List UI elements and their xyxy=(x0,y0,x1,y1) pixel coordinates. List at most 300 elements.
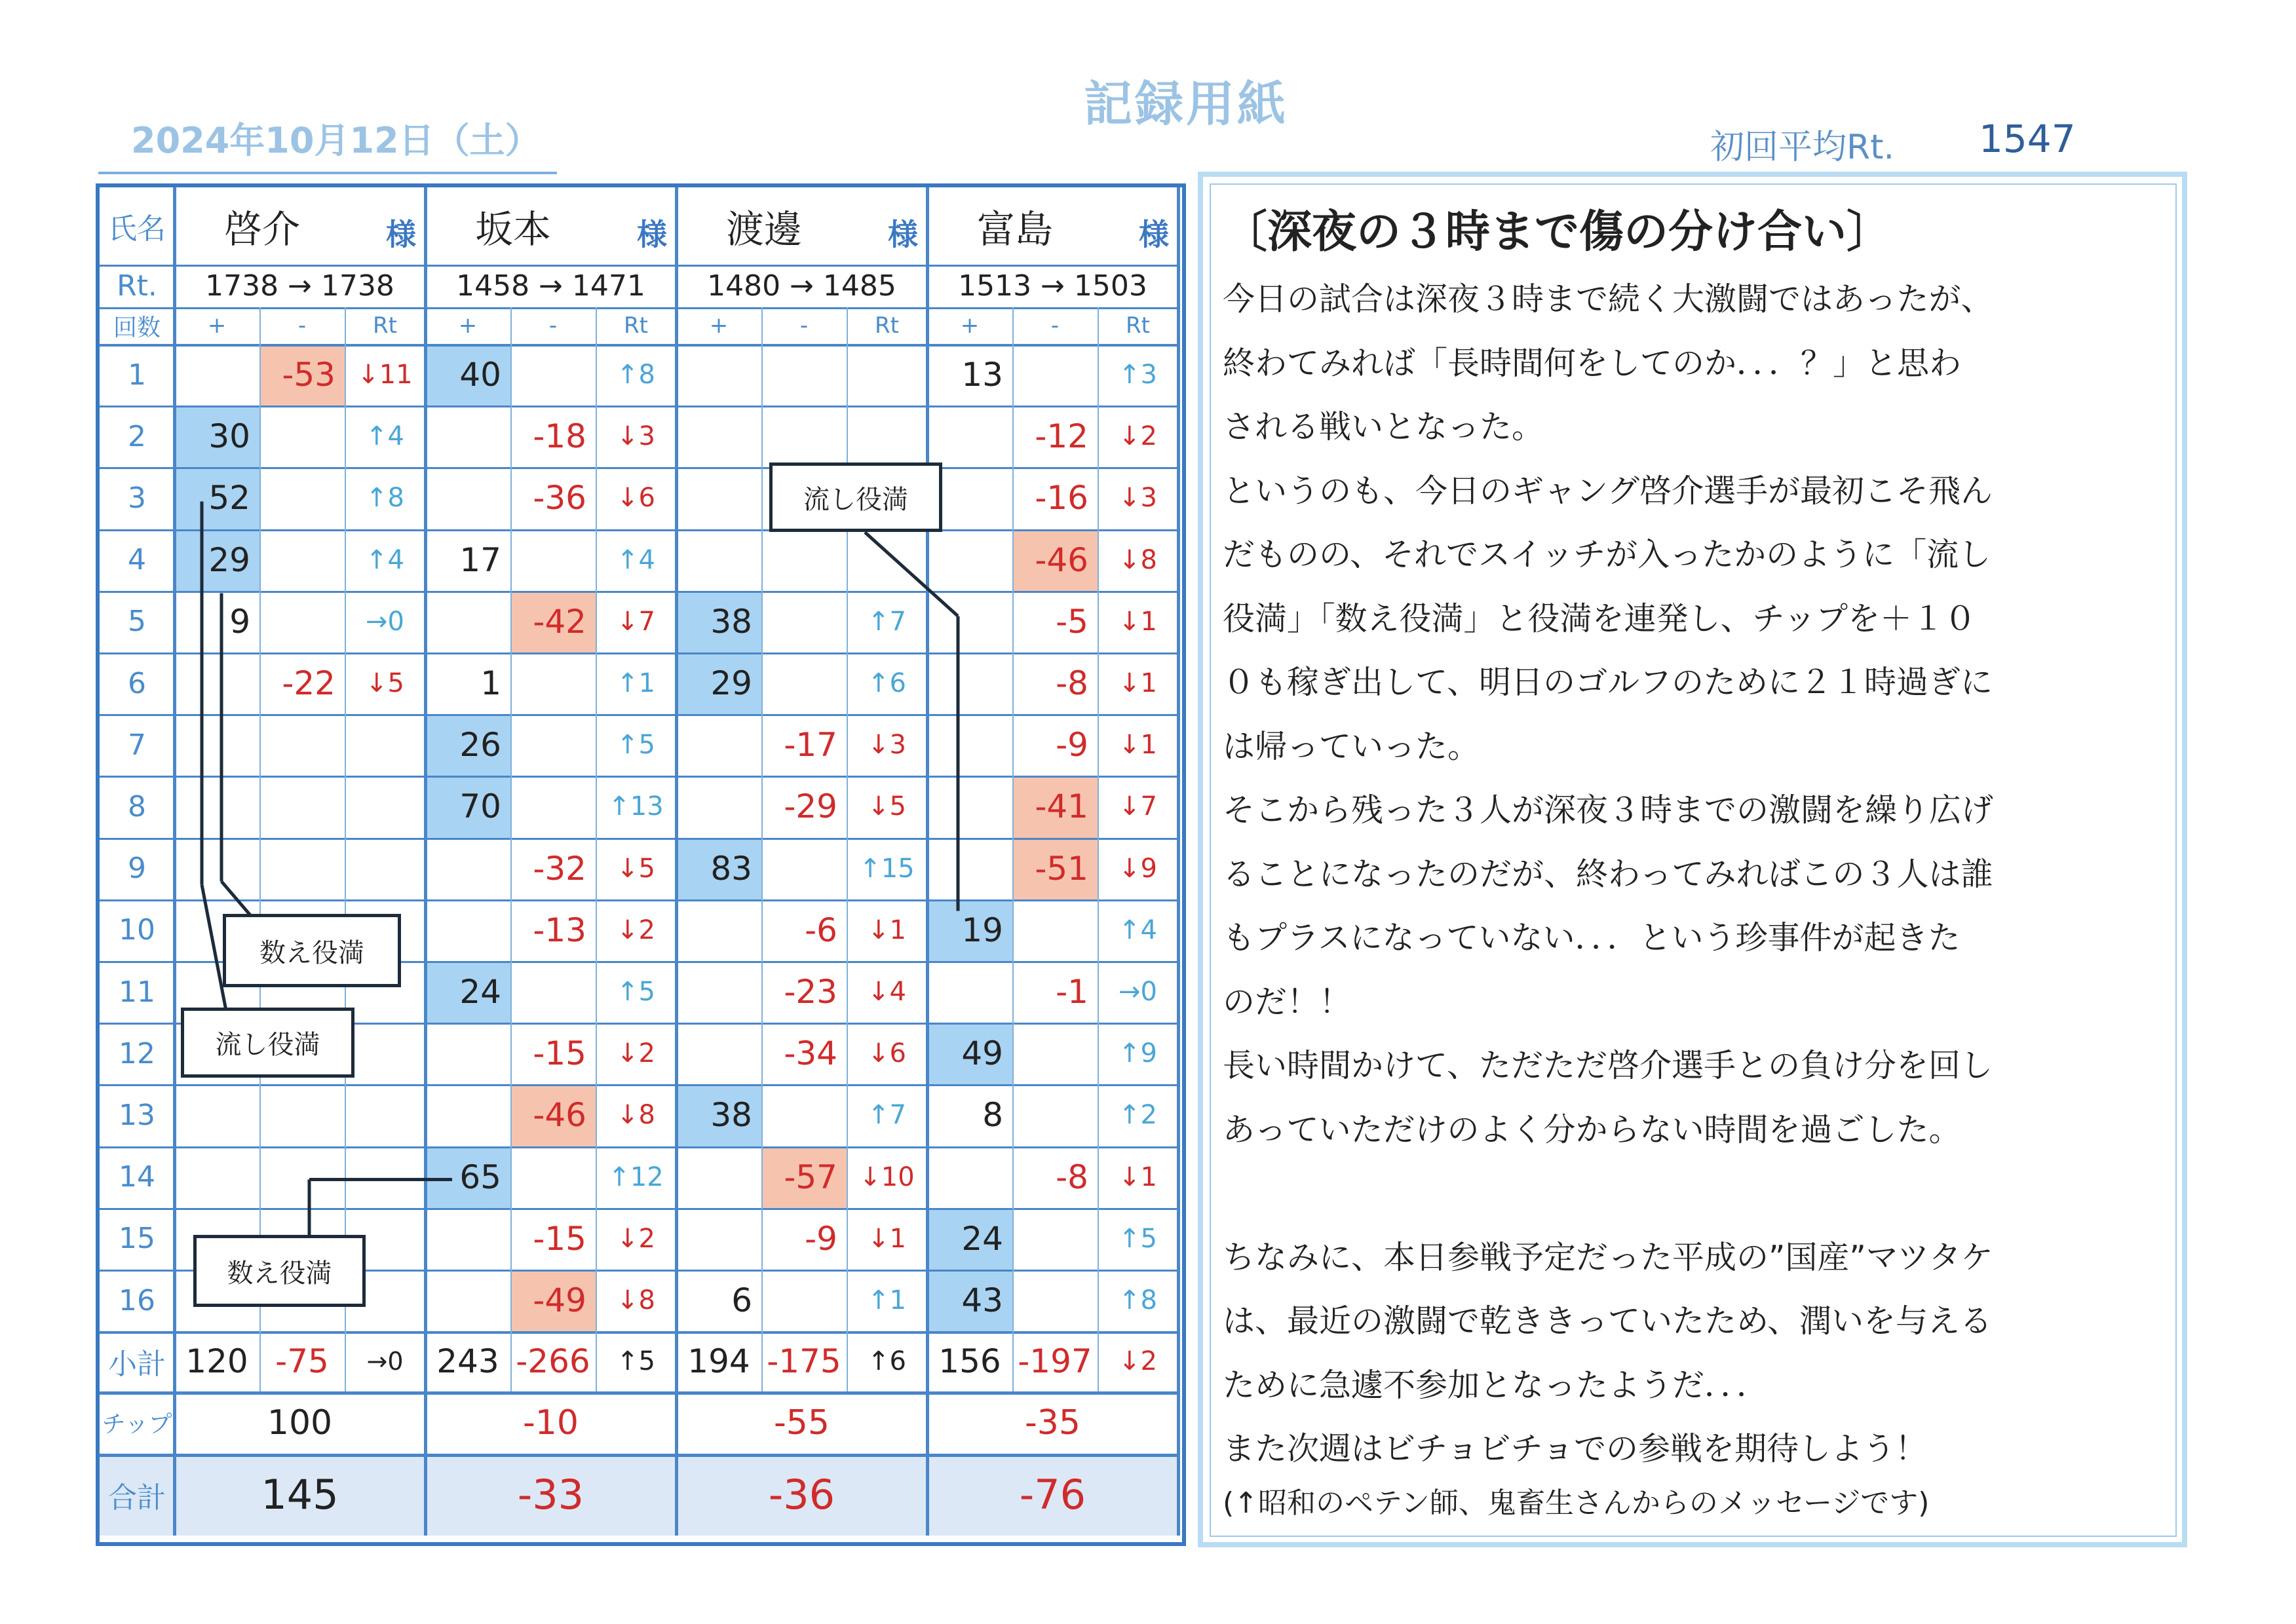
callout-leader-line xyxy=(308,1180,311,1239)
grid-line-v xyxy=(173,187,176,1536)
score-plus xyxy=(425,838,510,899)
score-minus: -34 xyxy=(784,1034,837,1073)
player-rating-change: 1458 → 1471 xyxy=(456,269,645,303)
grid-line-h xyxy=(100,1331,1178,1334)
article-line: 長い時間かけて、ただただ啓介選手との負け分を回し xyxy=(1223,1047,1993,1084)
player-name: 坂本 様 xyxy=(425,187,676,265)
grid-line-h xyxy=(100,591,1178,593)
score-minus: -57 xyxy=(784,1158,837,1196)
score-plus xyxy=(927,529,1012,591)
score-plus: 83 xyxy=(710,849,752,888)
subtotal-minus: -75 xyxy=(275,1342,329,1381)
subtotal-plus: 194 xyxy=(687,1342,750,1381)
grid-line-v-thin xyxy=(761,307,763,1391)
score-minus: -6 xyxy=(805,911,837,949)
honorific-suffix: 様 xyxy=(637,217,667,252)
score-minus xyxy=(259,838,345,899)
score-minus xyxy=(259,1084,345,1146)
round-number: 14 xyxy=(119,1160,155,1194)
score-plus xyxy=(425,591,510,652)
score-plus xyxy=(676,1146,761,1208)
rating-delta: ↓8 xyxy=(617,1100,655,1131)
score-minus xyxy=(1012,1208,1098,1270)
score-plus: 8 xyxy=(982,1096,1003,1135)
score-plus xyxy=(676,961,761,1023)
rating-delta: ↑9 xyxy=(1119,1038,1157,1069)
rating-delta: ↓1 xyxy=(1119,730,1157,761)
rating-delta: ↓7 xyxy=(1119,791,1157,822)
round-number: 1 xyxy=(128,358,146,392)
score-minus: -12 xyxy=(1035,417,1088,456)
rating-delta: ↑8 xyxy=(617,360,655,390)
score-plus xyxy=(425,406,510,467)
rating-delta: ↑3 xyxy=(1119,360,1157,390)
rating-delta: ↑6 xyxy=(868,668,906,699)
col-header-rt: Rt xyxy=(1126,312,1150,339)
score-plus: 24 xyxy=(459,973,501,1011)
score-plus: 52 xyxy=(208,479,250,518)
col-header-plus: + xyxy=(207,312,227,339)
score-plus xyxy=(174,344,259,406)
grid-line-h xyxy=(100,344,1178,347)
rating-delta: ↓2 xyxy=(1119,421,1157,452)
grid-line-h xyxy=(100,1208,1178,1210)
subtotal-rating: ↑5 xyxy=(617,1346,655,1377)
rating-delta: ↑5 xyxy=(617,730,655,761)
rating-delta: ↓11 xyxy=(357,360,413,390)
article-title: 〔深夜の３時まで傷の分け合い〕 xyxy=(1223,206,1892,258)
rating-delta: ↑4 xyxy=(617,544,655,575)
score-minus: -9 xyxy=(805,1219,837,1258)
round-number: 13 xyxy=(119,1098,155,1132)
total-value: -33 xyxy=(517,1471,584,1519)
score-minus: -8 xyxy=(1056,664,1088,703)
grid-line-v-thin xyxy=(345,307,346,1391)
score-minus xyxy=(259,1146,345,1208)
rating-delta xyxy=(847,529,927,591)
score-minus: -8 xyxy=(1056,1158,1088,1196)
score-plus: 1 xyxy=(480,664,501,703)
grid-line-v xyxy=(675,187,678,1536)
score-minus xyxy=(1012,1270,1098,1331)
chip-value: -10 xyxy=(523,1403,579,1443)
grid-line-v-thin xyxy=(1012,307,1014,1391)
score-plus xyxy=(927,838,1012,899)
label-total: 合計 xyxy=(108,1481,166,1515)
score-plus xyxy=(425,899,510,961)
score-minus xyxy=(761,652,847,714)
subtotal-rating: ↓2 xyxy=(1119,1346,1157,1377)
grid-line-h xyxy=(100,776,1178,778)
round-number: 10 xyxy=(119,913,155,947)
col-header-plus: + xyxy=(458,312,478,339)
grid-line-h xyxy=(100,838,1178,840)
rating-delta: ↓8 xyxy=(1119,544,1157,575)
score-plus: 30 xyxy=(208,417,250,456)
subtotal-minus: -175 xyxy=(767,1342,841,1381)
rating-delta: ↓2 xyxy=(617,1038,655,1069)
round-number: 16 xyxy=(119,1283,155,1317)
score-minus xyxy=(510,1146,596,1208)
player-rating-change: 1513 → 1503 xyxy=(958,269,1147,303)
article-line: というのも、今日のギャング啓介選手が最初こそ飛ん xyxy=(1223,472,1993,510)
score-plus: 9 xyxy=(229,602,250,641)
total-value: 145 xyxy=(261,1471,339,1519)
grid-line-v-thin xyxy=(596,307,597,1391)
score-plus: 70 xyxy=(459,787,501,826)
score-minus xyxy=(510,652,596,714)
score-minus xyxy=(761,1084,847,1146)
grid-line-h xyxy=(100,406,1178,407)
grid-line-h xyxy=(100,714,1178,716)
article-line: あっていただけのよく分からない時間を過ごした。 xyxy=(1223,1110,1961,1148)
round-number: 12 xyxy=(119,1036,155,1070)
score-plus xyxy=(676,344,761,406)
date-underline xyxy=(98,172,557,174)
round-number: 5 xyxy=(128,605,146,639)
score-plus: 29 xyxy=(710,664,752,703)
round-number: 9 xyxy=(128,852,146,886)
article-line: のだ！！ xyxy=(1223,983,1352,1021)
article-line: 役満」「数え役満」と役満を連発し、チップを＋１０ xyxy=(1223,599,1977,637)
score-plus xyxy=(174,714,259,776)
article-line: もプラスになっていない．．．という珍事件が起きた xyxy=(1223,919,1961,956)
col-header-rt: Rt xyxy=(373,312,397,339)
score-minus: -51 xyxy=(1035,849,1088,888)
rating-delta: ↓1 xyxy=(868,915,906,945)
article-line: ために急遽不参加となったようだ．．． xyxy=(1223,1366,1769,1404)
score-minus: -17 xyxy=(784,726,837,765)
grid-line-h xyxy=(100,467,1178,469)
score-minus: -42 xyxy=(533,602,586,641)
label-subtotal: 小計 xyxy=(108,1348,166,1382)
grid-line-v-thin xyxy=(510,307,512,1391)
score-minus: -41 xyxy=(1035,787,1088,826)
rating-delta xyxy=(345,1084,425,1146)
rating-delta: ↓1 xyxy=(1119,668,1157,699)
score-minus: -36 xyxy=(533,479,586,518)
score-minus: -9 xyxy=(1056,726,1088,765)
article-footnote: (↑昭和のペテン師、鬼畜生さんからのメッセージです) xyxy=(1223,1486,1930,1520)
col-header-rt: Rt xyxy=(875,312,899,339)
score-plus xyxy=(425,467,510,529)
score-minus xyxy=(510,529,596,591)
rating-delta: ↓1 xyxy=(868,1223,906,1254)
rating-delta: ↑7 xyxy=(868,1100,906,1131)
rating-delta: ↑1 xyxy=(868,1285,906,1316)
rating-delta: →0 xyxy=(366,606,404,637)
grid-line-h xyxy=(100,1084,1178,1086)
rating-delta: ↓7 xyxy=(617,606,655,637)
rating-delta: ↓3 xyxy=(1119,483,1157,514)
score-plus: 38 xyxy=(710,1096,752,1135)
score-plus xyxy=(927,776,1012,837)
col-header-rt: Rt xyxy=(624,312,648,339)
score-minus xyxy=(259,467,345,529)
score-minus: -46 xyxy=(1035,540,1088,579)
score-table xyxy=(96,183,1186,1546)
subtotal-plus: 156 xyxy=(938,1342,1001,1381)
rating-delta: ↓5 xyxy=(366,668,404,699)
article-line: 終わてみれば「長時間何をしてのか．．．？」と思わ xyxy=(1223,344,1962,382)
grid-line-h xyxy=(100,899,1178,901)
score-plus xyxy=(927,1146,1012,1208)
article-line: される戦いとなった。 xyxy=(1223,408,1544,445)
rating-delta: ↑2 xyxy=(1119,1100,1157,1131)
rating-delta: ↓3 xyxy=(868,730,906,761)
rating-delta: ↓4 xyxy=(868,977,906,1008)
subtotal-rating: ↑6 xyxy=(868,1346,906,1377)
score-plus xyxy=(676,467,761,529)
score-minus xyxy=(259,529,345,591)
article-line: そこから残った３人が深夜３時までの激闘を繰り広げ xyxy=(1223,791,1994,829)
score-minus xyxy=(259,776,345,837)
score-plus: 26 xyxy=(459,726,501,765)
round-number: 3 xyxy=(128,481,146,515)
rating-delta: ↑5 xyxy=(1119,1223,1157,1254)
score-plus xyxy=(425,1208,510,1270)
rating-delta xyxy=(345,1023,425,1084)
subtotal-plus: 120 xyxy=(185,1342,248,1381)
page-title: 記録用紙 xyxy=(1084,76,1288,132)
article-line: ることになったのだが、終わってみればこの３人は誰 xyxy=(1223,855,1993,893)
round-number: 4 xyxy=(128,543,146,577)
rating-delta: →0 xyxy=(1119,977,1157,1008)
round-number: 8 xyxy=(128,789,146,823)
honorific-suffix: 様 xyxy=(1139,217,1169,252)
subtotal-minus: -266 xyxy=(516,1342,590,1381)
rating-delta: ↑4 xyxy=(1119,915,1157,945)
callout-leader-line xyxy=(309,1178,452,1181)
callout-leader-line xyxy=(201,502,204,885)
rating-delta: ↑13 xyxy=(608,791,664,822)
rating-delta: ↓6 xyxy=(868,1038,906,1069)
score-plus: 43 xyxy=(961,1281,1003,1320)
col-header-minus: - xyxy=(1050,312,1060,339)
score-plus xyxy=(676,529,761,591)
callout-leader-line xyxy=(957,616,960,911)
honorific-suffix: 様 xyxy=(888,217,918,252)
grid-line-v xyxy=(424,187,427,1536)
grid-line-h xyxy=(100,1454,1178,1457)
rating-delta xyxy=(345,838,425,899)
rating-delta xyxy=(847,406,927,467)
article-line: は帰っていった。 xyxy=(1223,727,1480,765)
player-name: 渡邊 様 xyxy=(676,187,927,265)
callout-label: 数え役満 xyxy=(193,1235,366,1307)
score-plus xyxy=(927,714,1012,776)
score-plus xyxy=(676,899,761,961)
article-line: ちなみに、本日参戦予定だった平成の”国産”マツタケ xyxy=(1223,1238,1993,1276)
date-label: 2024年10月12日（土） xyxy=(131,120,541,161)
total-value: -36 xyxy=(768,1471,835,1519)
score-plus xyxy=(174,1084,259,1146)
score-minus: -1 xyxy=(1056,973,1088,1011)
player-rating-change: 1738 → 1738 xyxy=(205,269,394,303)
rating-delta: ↑8 xyxy=(366,483,404,514)
callout-leader-line xyxy=(220,594,223,882)
total-value: -76 xyxy=(1019,1471,1086,1519)
score-minus: -46 xyxy=(533,1096,586,1135)
round-number: 2 xyxy=(128,419,146,453)
chip-value: 100 xyxy=(267,1403,333,1443)
score-plus: 38 xyxy=(710,602,752,641)
score-plus xyxy=(425,1084,510,1146)
label-chip: チップ xyxy=(102,1411,172,1439)
score-minus: -5 xyxy=(1056,602,1088,641)
chip-value: -55 xyxy=(774,1403,830,1443)
score-minus xyxy=(1012,1084,1098,1146)
score-plus: 49 xyxy=(961,1034,1003,1073)
score-minus: -16 xyxy=(1035,479,1088,518)
round-number: 7 xyxy=(128,728,146,762)
score-plus xyxy=(174,652,259,714)
rating-delta: ↑7 xyxy=(868,606,906,637)
score-plus: 65 xyxy=(459,1158,501,1196)
rating-delta: ↓5 xyxy=(868,791,906,822)
col-header-minus: - xyxy=(799,312,809,339)
score-plus xyxy=(676,406,761,467)
score-minus xyxy=(510,714,596,776)
score-plus: 40 xyxy=(459,356,501,394)
score-minus: -15 xyxy=(533,1219,586,1258)
rating-delta: ↓5 xyxy=(617,853,655,884)
score-minus xyxy=(510,961,596,1023)
score-plus xyxy=(174,1146,259,1208)
col-header-plus: + xyxy=(960,312,980,339)
score-minus xyxy=(1012,899,1098,961)
rating-delta: ↓1 xyxy=(1119,1161,1157,1192)
grid-line-h xyxy=(100,652,1178,654)
col-header-minus: - xyxy=(548,312,558,339)
grid-line-h xyxy=(100,529,1178,531)
rating-delta: ↑12 xyxy=(608,1161,664,1192)
score-minus: -32 xyxy=(533,849,586,888)
player-name: 啓介 様 xyxy=(174,187,425,265)
avg-rating-value: 1547 xyxy=(1979,117,2076,161)
grid-line-v xyxy=(1177,187,1180,1536)
rating-delta: ↑5 xyxy=(617,977,655,1008)
score-plus: 19 xyxy=(961,911,1003,949)
grid-line-h xyxy=(100,265,1178,267)
score-minus: -15 xyxy=(533,1034,586,1073)
score-minus xyxy=(510,776,596,837)
article-line: 今日の試合は深夜３時まで続く大激闘ではあったが、 xyxy=(1223,280,1993,318)
label-name: 氏名 xyxy=(108,212,166,246)
label-rounds: 回数 xyxy=(113,314,161,341)
score-plus xyxy=(425,1023,510,1084)
article-line: は、最近の激闘で乾ききっていたため、潤いを与える xyxy=(1223,1302,1993,1340)
rating-delta: ↑4 xyxy=(366,544,404,575)
article-line: ０も稼ぎ出して、明日のゴルフのために２１時過ぎに xyxy=(1223,664,1993,701)
grid-line-v xyxy=(926,187,929,1536)
score-plus: 17 xyxy=(459,540,501,579)
player-name: 富島 様 xyxy=(927,187,1178,265)
rating-delta: ↑8 xyxy=(1119,1285,1157,1316)
score-minus xyxy=(259,591,345,652)
score-plus xyxy=(676,1208,761,1270)
rating-delta: ↓9 xyxy=(1119,853,1157,884)
rating-delta: ↓1 xyxy=(1119,606,1157,637)
player-rating-change: 1480 → 1485 xyxy=(707,269,896,303)
subtotal-minus: -197 xyxy=(1018,1342,1092,1381)
score-minus: -18 xyxy=(533,417,586,456)
score-plus xyxy=(676,776,761,837)
score-minus xyxy=(761,591,847,652)
score-minus: -49 xyxy=(533,1281,586,1320)
score-plus xyxy=(425,1270,510,1331)
score-minus xyxy=(510,344,596,406)
label-rt: Rt. xyxy=(117,269,157,303)
score-minus: -13 xyxy=(533,911,586,949)
rating-delta: ↓2 xyxy=(617,915,655,945)
grid-line-v-thin xyxy=(1098,307,1099,1391)
grid-line-h xyxy=(100,307,1178,309)
score-minus xyxy=(259,714,345,776)
score-minus: -23 xyxy=(784,973,837,1011)
rating-delta xyxy=(345,1146,425,1208)
grid-line-h xyxy=(100,1391,1178,1395)
avg-rating-label: 初回平均Rt. xyxy=(1710,128,1895,167)
score-minus xyxy=(761,344,847,406)
score-plus xyxy=(927,652,1012,714)
score-plus xyxy=(927,406,1012,467)
grid-line-h xyxy=(100,1146,1178,1148)
col-header-minus: - xyxy=(297,312,307,339)
callout-label: 数え役満 xyxy=(223,914,401,987)
rating-delta xyxy=(847,344,927,406)
score-minus xyxy=(761,529,847,591)
score-plus xyxy=(174,776,259,837)
rating-delta: ↓10 xyxy=(859,1161,915,1192)
article-line: だものの、それでスイッチが入ったかのように「流し xyxy=(1223,536,1991,573)
score-plus: 24 xyxy=(961,1219,1003,1258)
subtotal-rating: →0 xyxy=(366,1347,404,1376)
score-minus: -53 xyxy=(282,356,335,394)
round-number: 6 xyxy=(128,666,146,700)
score-minus xyxy=(761,406,847,467)
score-plus: 29 xyxy=(208,540,250,579)
rating-delta: ↑15 xyxy=(859,853,915,884)
article-line: また次週はビチョビチョでの参戦を期待しよう！ xyxy=(1223,1430,1928,1467)
score-minus xyxy=(1012,344,1098,406)
score-plus xyxy=(676,1023,761,1084)
rating-delta xyxy=(345,776,425,837)
col-header-plus: + xyxy=(709,312,729,339)
subtotal-plus: 243 xyxy=(436,1342,499,1381)
score-plus: 13 xyxy=(961,356,1003,394)
score-minus: -29 xyxy=(784,787,837,826)
rating-delta: ↓6 xyxy=(617,483,655,514)
round-number: 15 xyxy=(119,1222,155,1256)
honorific-suffix: 様 xyxy=(386,217,416,252)
rating-delta xyxy=(345,714,425,776)
score-plus xyxy=(174,838,259,899)
round-number: 11 xyxy=(119,975,155,1009)
chip-value: -35 xyxy=(1025,1403,1081,1443)
grid-line-v-thin xyxy=(259,307,261,1391)
score-minus xyxy=(259,406,345,467)
score-plus xyxy=(676,714,761,776)
rating-delta: ↑4 xyxy=(366,421,404,452)
rating-delta: ↓3 xyxy=(617,421,655,452)
score-minus xyxy=(761,1270,847,1331)
score-plus: 6 xyxy=(731,1281,752,1320)
rating-delta: ↓8 xyxy=(617,1285,655,1316)
callout-label: 流し役満 xyxy=(181,1008,354,1078)
score-plus xyxy=(927,961,1012,1023)
score-minus xyxy=(761,838,847,899)
